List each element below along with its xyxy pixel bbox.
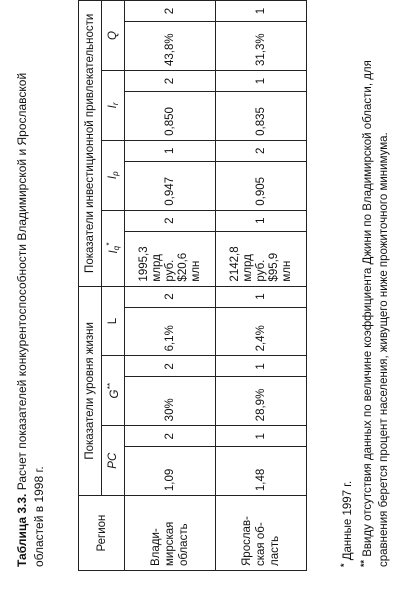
iq-line: руб. bbox=[163, 259, 176, 282]
iq-value bbox=[125, 231, 216, 286]
pc-rank: 2 bbox=[125, 426, 216, 447]
region-line: ская об- bbox=[255, 522, 267, 566]
header-g bbox=[102, 356, 125, 426]
iq-line: 1995,3 bbox=[137, 246, 150, 282]
region-line: Влади- bbox=[150, 528, 162, 566]
table-caption bbox=[14, 27, 48, 567]
footnotes bbox=[336, 22, 392, 567]
iq-line: $95,9 bbox=[267, 252, 280, 282]
header-q: Q bbox=[102, 1, 125, 71]
header-iq bbox=[102, 210, 125, 286]
iq-rank: 1 bbox=[216, 210, 307, 231]
footnote-mark: ** bbox=[359, 559, 369, 567]
g-rank: 1 bbox=[216, 356, 307, 377]
header-row-indicators bbox=[102, 1, 125, 571]
header-ip-sub: p bbox=[110, 171, 120, 176]
iq-line: $20,6 bbox=[176, 252, 189, 282]
g-value: 28,9% bbox=[216, 377, 307, 426]
iq-line: млрд bbox=[241, 254, 254, 282]
g-rank: 2 bbox=[125, 356, 216, 377]
l-value: 6,1% bbox=[125, 307, 216, 356]
iq-rank: 2 bbox=[125, 210, 216, 231]
ip-rank: 1 bbox=[125, 140, 216, 161]
header-region: Регион bbox=[79, 496, 125, 571]
caption-label: Таблица 3.3. bbox=[15, 493, 29, 567]
g-value: 30% bbox=[125, 377, 216, 426]
header-l: L bbox=[102, 286, 125, 356]
header-ip bbox=[102, 140, 125, 210]
header-g-mark: ** bbox=[105, 383, 115, 390]
iq-line: млн bbox=[280, 260, 293, 282]
table-row-yaroslavl bbox=[216, 1, 307, 571]
q-value: 43,8% bbox=[125, 22, 216, 71]
header-row-groups bbox=[79, 1, 102, 571]
iq-line: 2142,8 bbox=[228, 246, 241, 282]
ir-value: 0,850 bbox=[125, 91, 216, 140]
header-g-letter: G bbox=[108, 389, 121, 399]
region-line: ласть bbox=[269, 535, 281, 566]
footnote-text: Данные 1997 г. bbox=[342, 480, 354, 561]
header-ip-letter: I bbox=[106, 175, 119, 180]
ir-rank: 2 bbox=[125, 71, 216, 92]
iq-line: млрд bbox=[150, 254, 163, 282]
header-ir-sub: r bbox=[110, 102, 120, 106]
ip-rank: 2 bbox=[216, 140, 307, 161]
ip-value: 0,905 bbox=[216, 161, 307, 210]
l-rank: 2 bbox=[125, 286, 216, 307]
iq-line: млн bbox=[189, 260, 202, 282]
ip-value: 0,947 bbox=[125, 161, 216, 210]
ir-rank: 1 bbox=[216, 71, 307, 92]
region-line: Ярослав- bbox=[241, 516, 253, 566]
iq-value bbox=[216, 231, 307, 286]
l-rank: 1 bbox=[216, 286, 307, 307]
q-value: 31,3% bbox=[216, 22, 307, 71]
region-line: мирская bbox=[164, 521, 176, 566]
table-row-vladimir bbox=[125, 1, 216, 571]
pc-value: 1,48 bbox=[216, 447, 307, 496]
caption-text: Расчет показателей конкурентоспособности Владимирской и Ярославской областей в 1998 г. bbox=[15, 72, 46, 567]
ir-value: 0,835 bbox=[216, 91, 307, 140]
pc-rank: 1 bbox=[216, 426, 307, 447]
header-pc: PC bbox=[102, 426, 125, 496]
header-iq-sub: q bbox=[112, 245, 121, 251]
iq-line: руб. bbox=[254, 259, 267, 282]
header-iq-mark: * bbox=[105, 242, 114, 246]
footnote-2 bbox=[356, 22, 392, 567]
footnote-mark: * bbox=[339, 563, 349, 567]
region-line: область bbox=[178, 523, 190, 566]
region-cell bbox=[216, 496, 307, 571]
competitiveness-table bbox=[78, 0, 307, 571]
region-cell bbox=[125, 496, 216, 571]
footnote-1 bbox=[336, 22, 356, 567]
header-ir-letter: I bbox=[106, 105, 119, 109]
header-living-standards: Показатели уровня жизни bbox=[79, 286, 102, 496]
header-ir bbox=[102, 71, 125, 141]
q-rank: 2 bbox=[125, 1, 216, 22]
l-value: 2,4% bbox=[216, 307, 307, 356]
header-investment: Показатели инвестиционной привлекательности bbox=[79, 1, 102, 287]
pc-value: 1,09 bbox=[125, 447, 216, 496]
footnote-text: Ввиду отсутствия данных по величине коэффициента Джини по Владимирской области, для сравнения берется процент населения, живущего ниже прожиточного минимума. bbox=[362, 60, 390, 567]
header-iq-letter: I bbox=[108, 250, 120, 254]
q-rank: 1 bbox=[216, 1, 307, 22]
